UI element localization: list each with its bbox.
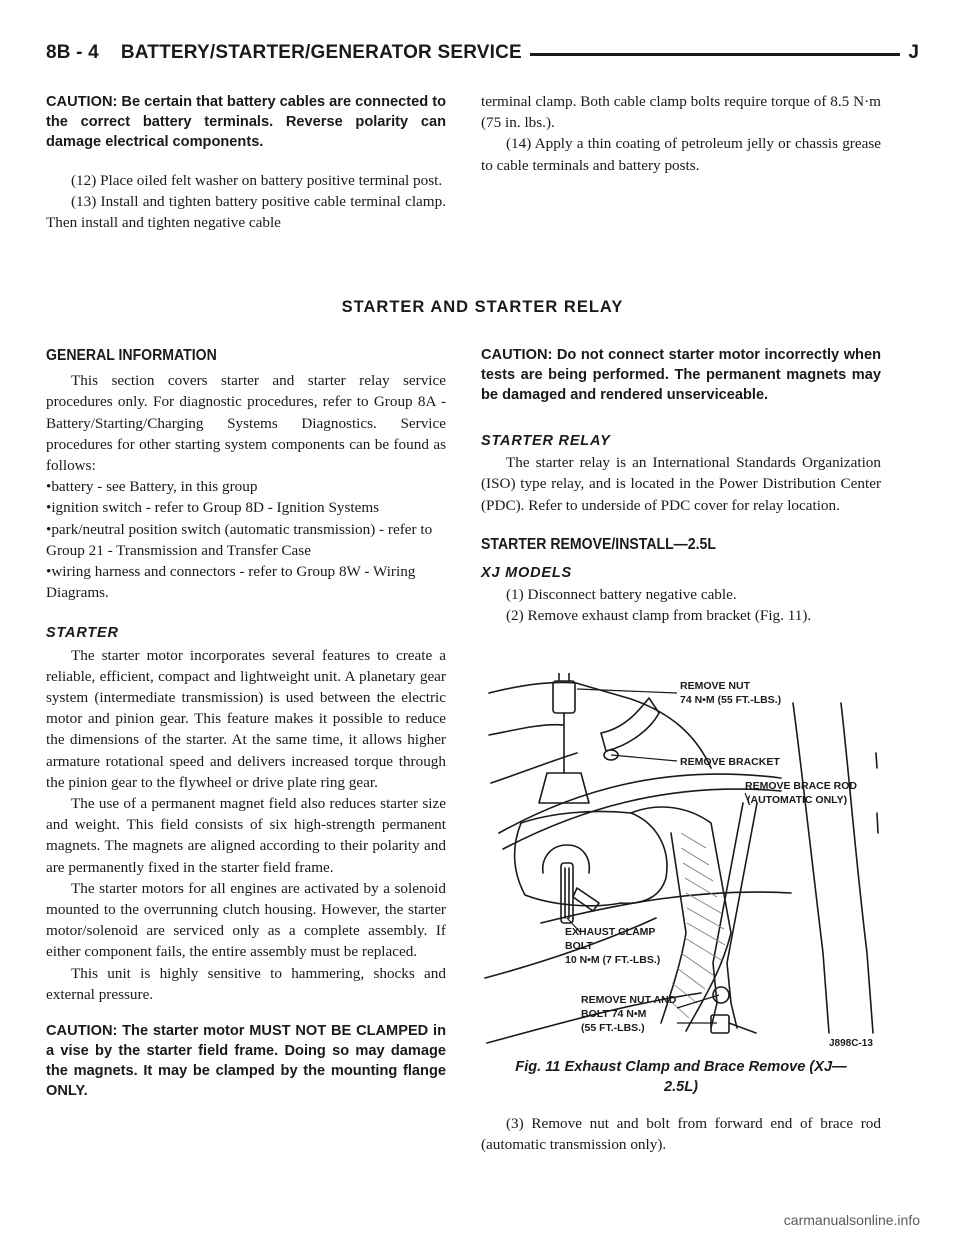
starter-heading: STARTER <box>46 625 119 642</box>
starter-paragraph-3: The starter motors for all engines are activated by a solenoid mounted to the overrunning clutch housing. However, the starter motor/solenoid are serviced only as a complete assembly. If either component fails, the entire assembly must be replaced. <box>46 879 446 961</box>
starter-relay-heading: STARTER RELAY <box>481 433 611 449</box>
figure-caption-block <box>481 1057 881 1155</box>
left-column <box>46 345 446 1101</box>
list-item: •ignition switch - refer to Group 8D - Ignition Systems <box>46 499 380 517</box>
figure-caption-line-1: Fig. 11 Exhaust Clamp and Brace Remove (XJ— <box>515 1059 847 1075</box>
step-12: (12) Place oiled felt washer on battery positive terminal post. <box>71 172 443 189</box>
right-column <box>481 345 881 627</box>
starter-paragraph-2: The use of a permanent magnet field also reduces starter size and weight. This field consists of six high-strength permanent magnets. The magnets are aligned according to their polarity and are permanently fixed in the starter field frame. <box>46 795 446 876</box>
callout-clamp-bolt-1: EXHAUST CLAMP <box>565 926 656 938</box>
battery-caution: CAUTION: Be certain that battery cables are connected to the correct battery terminals. Reverse polarity can damage electrical components. <box>46 94 446 150</box>
starter-paragraph-1: The starter motor incorporates several features to create a reliable, efficient, compact and lightweight unit. A planetary gear system (intermediate transmission) is used between the electric motor and pinion gear. This feature makes it possible to reduce the dimensions of the starter. At the same time, it allows higher armature rotational speed and delivers increased torque through the pinion gear to the flywheel or drive plate ring gear. <box>46 646 446 791</box>
starter-paragraph-4: This unit is highly sensitive to hammering, shocks and external pressure. <box>46 964 446 1003</box>
list-item: •battery - see Battery, in this group <box>46 478 258 496</box>
starter-vise-caution: CAUTION: The starter motor MUST NOT BE CLAMPED in a vise by the starter field frame. Doing so may damage the magnets. It may be clamped by the mounting flange ONLY. <box>46 1023 446 1100</box>
step-3: (3) Remove nut and bolt from forward end of brace rod (automatic transmission only). <box>481 1115 881 1154</box>
header-edition-letter: J <box>900 42 919 64</box>
step-13-start: (13) Install and tighten battery positive cable terminal clamp. Then install and tighten negative cable <box>46 193 446 232</box>
figure-id: J898C-13 <box>829 1038 873 1049</box>
bullet-mark: • <box>46 520 52 538</box>
figure-caption-line-2: 2.5L) <box>663 1079 699 1095</box>
callout-nut-bolt-1: REMOVE NUT AND <box>581 994 677 1006</box>
step-13-end: terminal clamp. Both cable clamp bolts require torque of 8.5 N·m (75 in. lbs.). <box>481 93 881 132</box>
top-left-column <box>46 92 446 234</box>
bullet-mark: • <box>46 499 52 517</box>
step-1: (1) Disconnect battery negative cable. <box>506 586 737 604</box>
exhaust-clamp-drawing <box>481 673 899 1053</box>
callout-clamp-bolt-torque: 10 N•M (7 FT.-LBS.) <box>565 954 661 966</box>
header-section-title: 8B - 4 BATTERY/STARTER/GENERATOR SERVICE <box>46 42 530 64</box>
top-right-column <box>481 91 881 176</box>
starter-relay-text: The starter relay is an International Standards Organization (ISO) type relay, and is located in the Power Distribution Center (PDC). Refer to underside of PDC cover for relay location. <box>481 454 881 514</box>
callout-remove-nut: REMOVE NUT <box>680 680 751 692</box>
bullet-mark: • <box>46 478 52 496</box>
running-header <box>46 42 919 74</box>
exhaust-clamp-illustration <box>481 673 899 1053</box>
general-information-intro: This section covers starter and starter relay service procedures only. For diagnostic procedures, refer to Group 8A - Battery/Starting/Charging Systems Diagnostics. Service procedures for other starting system components can be found as follows: <box>46 372 446 475</box>
xj-models-heading: XJ MODELS <box>481 565 572 582</box>
callout-clamp-bolt-2: BOLT <box>565 940 593 952</box>
general-information-heading: GENERAL INFORMATION <box>46 347 217 364</box>
list-item: •wiring harness and connectors - refer to Group 8W - Wiring Diagrams. <box>46 563 416 602</box>
component-list <box>46 476 446 603</box>
callout-brace-rod: REMOVE BRACE ROD <box>745 780 858 792</box>
callout-nut-bolt-2: BOLT 74 N•M <box>581 1008 647 1020</box>
starter-test-caution: CAUTION: Do not connect starter motor incorrectly when tests are being performed. The permanent magnets may be damaged and rendered unserviceable. <box>481 347 881 403</box>
callout-remove-bracket: REMOVE BRACKET <box>680 756 780 768</box>
callout-remove-nut-torque: 74 N•M (55 FT.-LBS.) <box>680 694 782 706</box>
list-item: •park/neutral position switch (automatic transmission) - refer to Group 21 - Transmission and Transfer Case <box>46 520 433 559</box>
starter-remove-install-heading: STARTER REMOVE/INSTALL—2.5L <box>481 535 716 553</box>
bullet-mark: • <box>46 563 52 581</box>
section-heading: STARTER AND STARTER RELAY <box>341 298 624 316</box>
callout-nut-bolt-3: (55 FT.-LBS.) <box>581 1022 645 1034</box>
watermark-text: carmanualsonline.info <box>783 1212 920 1228</box>
step-2: (2) Remove exhaust clamp from bracket (Fig. 11). <box>506 607 812 625</box>
callout-brace-rod-note: (AUTOMATIC ONLY) <box>747 794 848 806</box>
step-14: (14) Apply a thin coating of petroleum jelly or chassis grease to cable terminals and battery posts. <box>481 135 881 174</box>
